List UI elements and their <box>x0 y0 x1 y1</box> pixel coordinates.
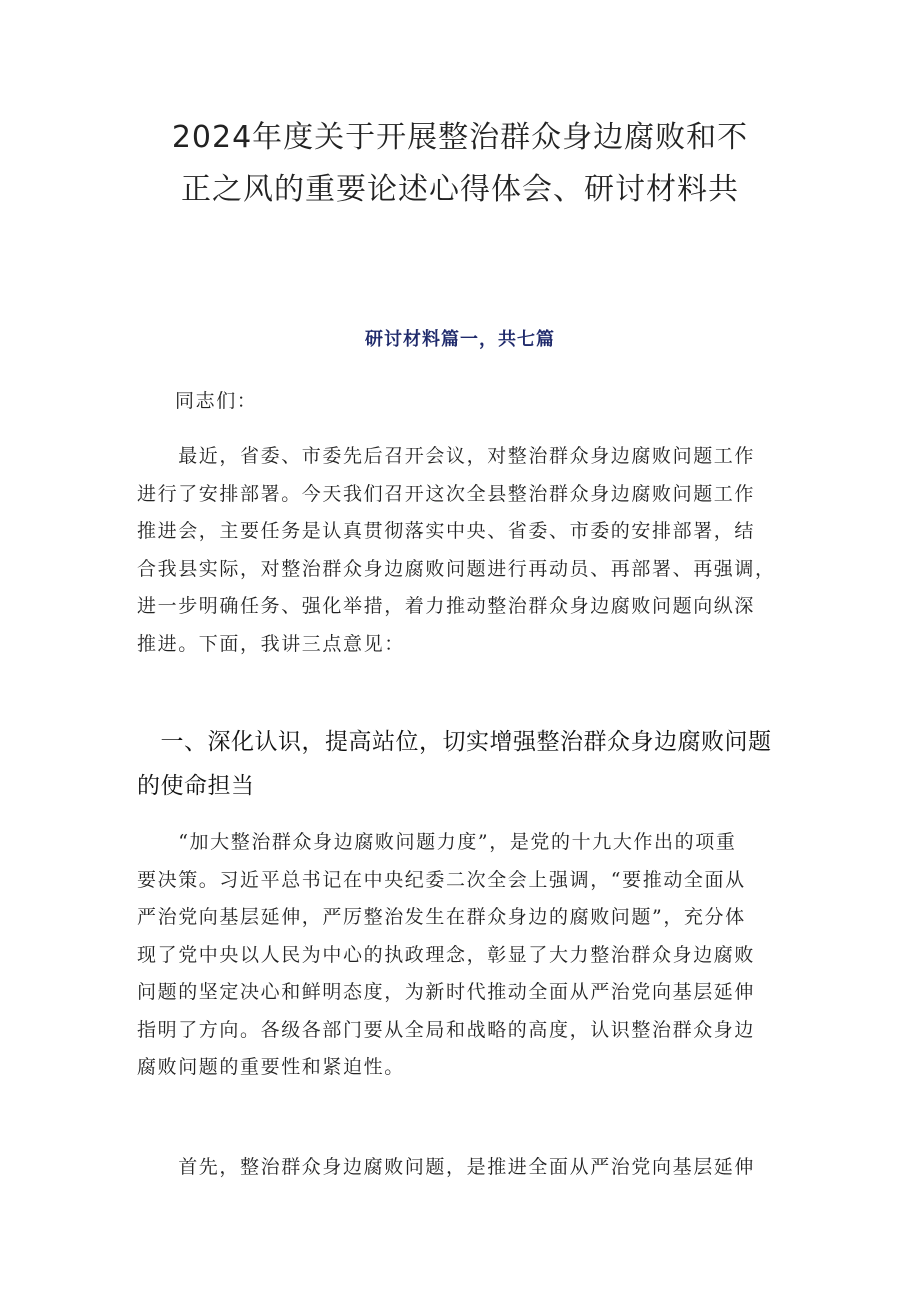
paragraph-line: 严治党向基层延伸，严厉整治发生在群众身边的腐败问题”，充分体 <box>137 906 746 928</box>
paragraph-body-1 <box>137 824 797 1087</box>
paragraph-line: 腐败问题的重要性和紧迫性。 <box>137 1056 405 1078</box>
paragraph-line: 要决策。习近平总书记在中央纪委二次全会上强调，“要推动全面从 <box>137 868 746 891</box>
paragraph-intro <box>137 438 797 663</box>
heading-line: 一、深化认识，提高站位，切实增强整治群众身边腐败问题 <box>137 729 772 755</box>
paragraph-line: 合我县实际，对整治群众身边腐败问题进行再动员、再部署、再强调， <box>137 557 776 580</box>
section-heading-1 <box>137 720 817 808</box>
paragraph-line: 进一步明确任务、强化举措，着力推动整治群众身边腐败问题向纵深 <box>137 595 756 617</box>
paragraph-body-2 <box>137 1149 797 1187</box>
paragraph-line: 推进会，主要任务是认真贯彻落实中央、省委、市委的安排部署，结 <box>137 520 756 542</box>
heading-line: 的使命担当 <box>137 773 255 799</box>
paragraph-line: 进行了安排部署。今天我们召开这次全县整治群众身边腐败问题工作 <box>137 482 756 505</box>
title-line: 2024年度关于开展整治群众身边腐败和不 <box>171 120 749 155</box>
paragraph-line: “加大整治群众身边腐败问题力度”，是党的十九大作出的项重 <box>137 831 737 853</box>
greeting-text: 同志们： <box>175 390 258 412</box>
paragraph-line: 最近，省委、市委先后召开会议，对整治群众身边腐败问题工作 <box>137 445 756 467</box>
paragraph-line: 现了党中央以人民为中心的执政理念，彰显了大力整治群众身边腐败 <box>137 943 756 966</box>
title-line: 正之风的重要论述心得体会、研讨材料共 <box>181 172 739 207</box>
section-subtitle: 研讨材料篇一，共七篇 <box>365 329 555 350</box>
document-title <box>120 112 800 216</box>
greeting <box>137 383 797 421</box>
paragraph-line: 推进。下面，我讲三点意见： <box>137 632 405 655</box>
paragraph-line: 指明了方向。各级各部门要从全局和战略的高度，认识整治群众身边 <box>137 1018 756 1041</box>
paragraph-line: 首先，整治群众身边腐败问题，是推进全面从严治党向基层延伸 <box>137 1156 756 1178</box>
paragraph-line: 问题的坚定决心和鲜明态度，为新时代推动全面从严治党向基层延伸 <box>137 981 756 1003</box>
